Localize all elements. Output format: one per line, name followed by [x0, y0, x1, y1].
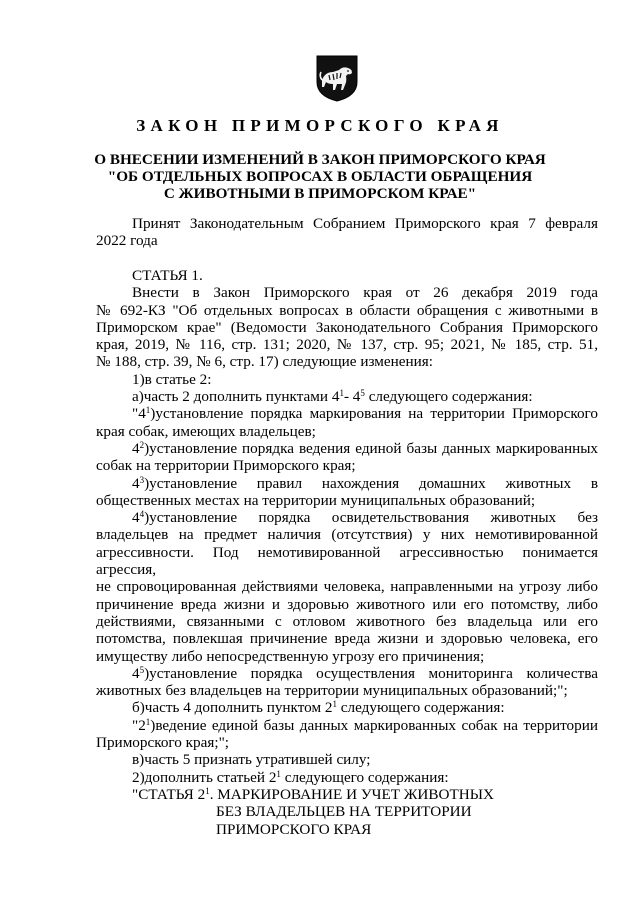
- point-4-2-cont: собак на территории Приморского края;: [96, 457, 356, 475]
- point-4-3-cont: общественных местах на территории муниципальных образований;: [96, 491, 536, 509]
- item-1a: а)часть 2 дополнить пунктами $4^1-$ $4^5$ следующего содержания:: [132, 388, 533, 406]
- point-4-4-cont: не спровоцированная действиями человека, направленными на угрозу либо: [96, 578, 598, 596]
- adopted-line-1: Принят Законодательным Собранием Приморского края 7 февраля: [132, 215, 598, 232]
- intro-line: № 692-КЗ "Об отдельных вопросах в области обращения с животными в: [96, 301, 598, 319]
- point-4-4-cont: агрессивности. Под немотивированной агрессивностью понимается агрессия,: [96, 543, 598, 579]
- point-2-1: "$2^1)ведение$ единой базы данных маркированных собак на территории: [132, 716, 598, 734]
- article-1: [96, 267, 598, 838]
- point-4-2: $4^2)установление$ порядка ведения единой базы данных маркированных: [132, 439, 598, 457]
- new-article-heading: "СТАТЬЯ $2^1$. МАРКИРОВАНИЕ И УЧЕТ ЖИВОТНЫХ: [132, 785, 494, 803]
- point-4-5: $4^5)установление$ порядка осуществления мониторинга количества: [132, 664, 598, 682]
- item-1: 1)в статье 2:: [132, 370, 212, 388]
- new-article-heading-cont: ПРИМОРСКОГО КРАЯ: [216, 820, 372, 838]
- intro-line: Внести в Закон Приморского края от 26 декабря 2019 года: [132, 284, 598, 302]
- law-title: ЗАКОН ПРИМОРСКОГО КРАЯ: [136, 116, 504, 135]
- intro-line: № 188, стр. 39, № 6, стр. 17) следующие изменения:: [96, 353, 433, 371]
- law-subtitle: [0, 151, 640, 202]
- item-2: 2)дополнить статьей $2^1$ следующего содержания:: [132, 768, 449, 786]
- new-article-heading-cont: БЕЗ ВЛАДЕЛЬЦЕВ НА ТЕРРИТОРИИ: [216, 803, 472, 821]
- adopted-line-2: 2022 года: [96, 232, 158, 250]
- point-2-1-cont: Приморского края;";: [96, 734, 230, 752]
- subtitle-line: С ЖИВОТНЫМИ В ПРИМОРСКОМ КРАЕ": [163, 185, 477, 202]
- item-1c: в)часть 5 признать утратившей силу;: [132, 751, 371, 769]
- point-4-4-cont: потомства, повлекшая причинение вреда жизни и здоровью человека, его: [96, 630, 598, 648]
- item-1b: б)часть 4 дополнить пунктом $2^1$ следующего содержания:: [132, 699, 505, 717]
- point-4-3: $4^3)установление$ правил нахождения домашних животных в: [132, 474, 598, 492]
- point-4-4-cont: действиями, связанными с отловом животного без владельца или его: [96, 612, 598, 630]
- point-4-4: $4^4)установление$ порядка освидетельствования животных без: [132, 509, 598, 527]
- point-4-4-cont: владельцев на предмет наличия (отсутствия) у них немотивированной: [96, 526, 598, 544]
- point-4-5-cont: животных без владельцев на территории муниципальных образований;";: [96, 682, 568, 700]
- coat-of-arms-tiger-icon: [315, 54, 359, 102]
- point-4-4-cont: имуществу либо непосредственную угрозу его причинения;: [96, 647, 485, 665]
- point-4-1: "$4^1)установление$ порядка маркирования на территории Приморского: [132, 405, 598, 423]
- adopted-statement: [96, 215, 598, 250]
- intro-line: края, 2019, № 116, стр. 131; 2020, № 137, стр. 95; 2021, № 185, стр. 51,: [96, 336, 598, 354]
- intro-line: Приморском крае" (Ведомости Законодательного Собрания Приморского: [96, 318, 598, 336]
- point-4-4-cont: причинение вреда жизни и здоровью животного или его потомству, либо: [96, 595, 598, 613]
- subtitle-line: О ВНЕСЕНИИ ИЗМЕНЕНИЙ В ЗАКОН ПРИМОРСКОГО КРАЯ: [94, 151, 546, 168]
- point-4-1-cont: края собак, имеющих владельцев;: [96, 422, 316, 440]
- article-heading: СТАТЬЯ 1.: [132, 267, 203, 284]
- subtitle-line: "ОБ ОТДЕЛЬНЫХ ВОПРОСАХ В ОБЛАСТИ ОБРАЩЕНИЯ: [107, 168, 533, 185]
